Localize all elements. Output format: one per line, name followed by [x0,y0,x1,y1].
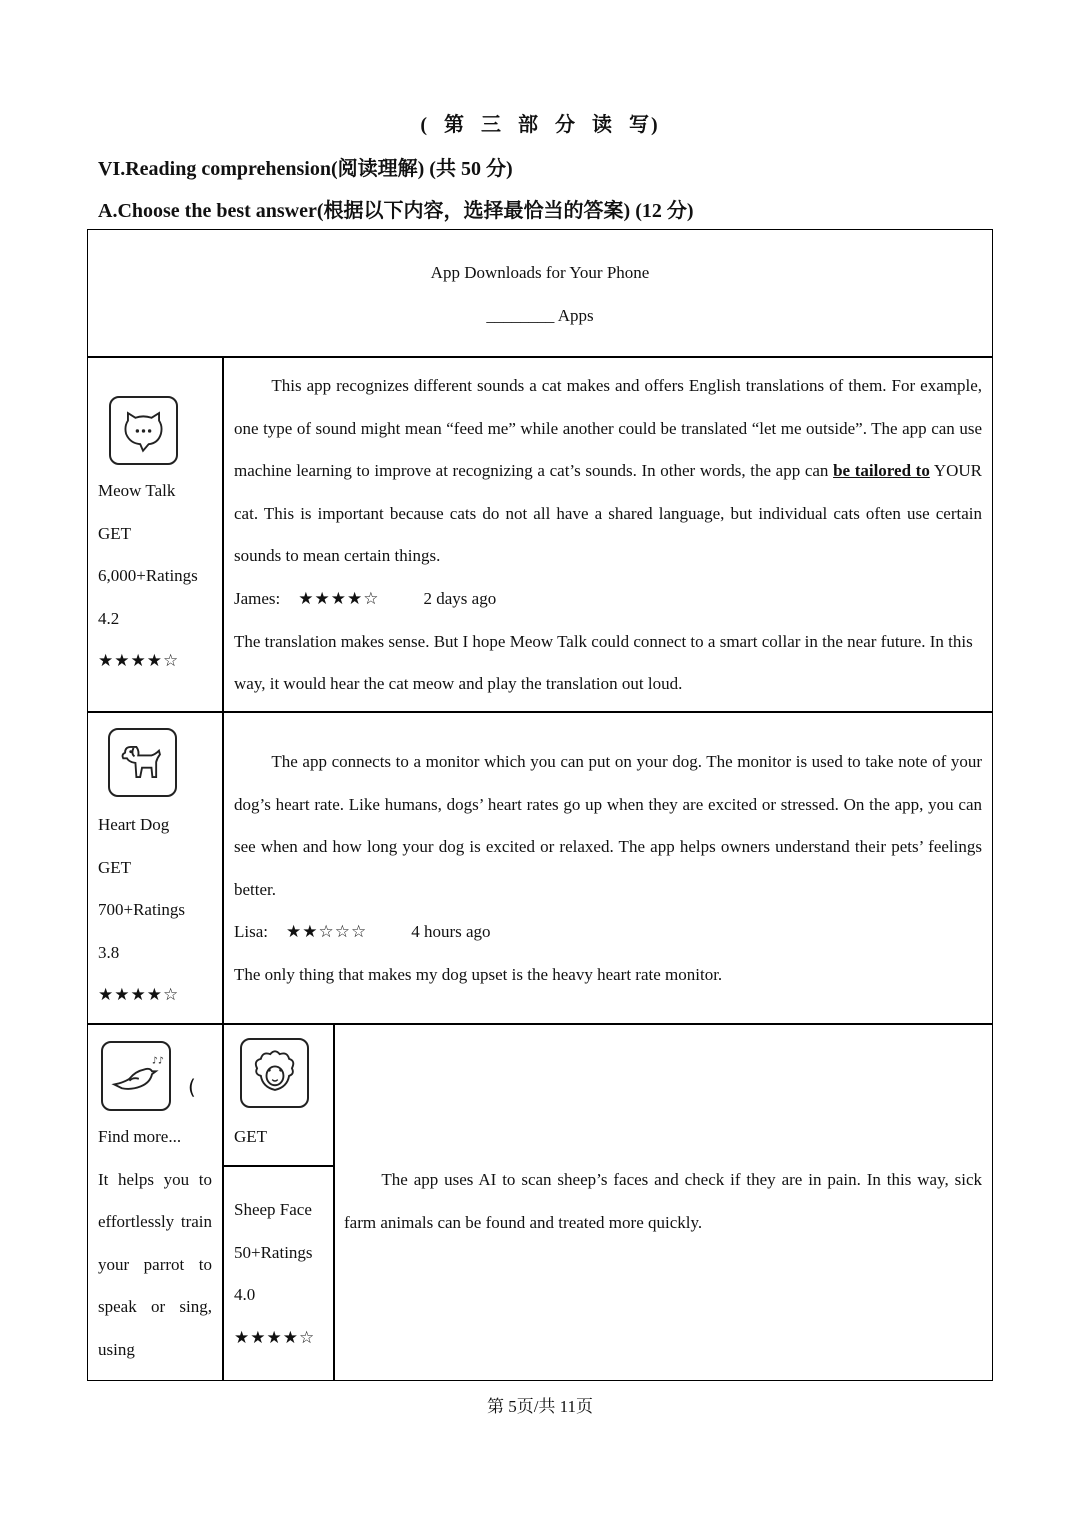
parrot-description: It helps you to effortlessly train your parrot to speak or sing, using [98,1169,212,1359]
table-title: App Downloads for Your Phone [430,263,650,282]
table-subtitle: ________ Apps [486,306,594,325]
meow-review: The translation makes sense. But I hope Meow Talk could connect to a smart collar in the near future. In this way, it would hear the cat meow and play the translation out loud. [234,631,973,694]
dog-name: Heart Dog [98,815,170,834]
bracket-mark: ( [188,1075,196,1099]
section-heading: VI.Reading comprehension(阅读理解) (共 50 分) [98,158,513,180]
dog-score: 3.8 [98,942,120,962]
sheep-name: Sheep Face [234,1200,312,1219]
dog-ratings-count: 700+Ratings [98,900,186,920]
sheep-icon[interactable] [240,1038,309,1108]
meow-score: 4.2 [98,608,120,628]
meow-get-button[interactable]: GET [98,523,132,543]
sheep-stars: ★★★★☆ [234,1327,316,1347]
tailored-phrase: be tailored to [833,461,930,481]
meow-review-time: 2 days ago [423,588,497,608]
dog-get-button[interactable]: GET [98,857,132,877]
meow-info [98,470,218,683]
apps-table [87,229,993,1381]
dog-stars: ★★★★☆ [98,985,180,1005]
part-heading: ( 第 三 部 分 读 写) [420,114,660,136]
sheep-get-button[interactable]: GET [234,1127,268,1146]
sheep-ratings-count: 50+Ratings [234,1242,313,1262]
meow-ratings-count: 6,000+Ratings [98,566,198,586]
meow-content [234,365,982,706]
subsection-heading: A.Choose the best answer(根据以下内容，选择最恰当的答案) (12 分) [98,200,694,222]
dog-description: The app connects to a monitor which you can put on your dog. The monitor is used to take note of your dog’s heart rate. Like humans, dogs’ heart rates go up when they are excited or stressed. On the app, you can see when and how long your dog is excited or relaxed. The app helps owners understand their pets’ feelings better. [234,752,982,899]
meow-description: This app recognizes different sounds a cat makes and offers English translations of them. For example, one type of sound might mean “feed me” while another could be translated “let me outside”. The app can use machine learning to improve at recognizing a cat’s sounds. In other words, the app can be tailored to YOUR cat. This is important because cats do not all have a shared language, but individual cats often use certain sounds to mean certain things. [234,376,982,566]
dog-reviewer: Lisa: [234,922,268,942]
dog-icon[interactable] [108,728,177,797]
bird-icon[interactable] [101,1041,171,1111]
cat-chat-icon[interactable] [109,396,178,465]
dog-review-stars: ★★☆☆☆ [286,922,368,942]
find-more-link[interactable]: Find more... [98,1127,182,1146]
meow-name: Meow Talk [98,481,176,500]
meow-review-header [234,578,982,621]
dog-info [98,804,218,1017]
sheep-info [234,1189,334,1359]
svg-text:♪♪: ♪♪ [152,1055,165,1067]
dog-review-time: 4 hours ago [411,922,491,942]
dog-review: The only thing that makes my dog upset is the heavy heart rate monitor. [234,964,723,984]
dog-content [234,741,982,997]
sheep-description: The app uses AI to scan sheep’s faces and check if they are in pain. In this way, sick farm animals can be found and treated more quickly. [344,1170,982,1232]
meow-stars: ★★★★☆ [98,651,180,671]
parrot-content [98,1116,212,1372]
meow-reviewer: James: [234,588,281,608]
page-number: 第 5页/共 11页 [486,1397,594,1416]
meow-review-stars: ★★★★☆ [298,588,380,608]
sheep-score: 4.0 [234,1285,256,1305]
sheep-content [344,1159,982,1244]
dog-review-header [234,911,982,954]
